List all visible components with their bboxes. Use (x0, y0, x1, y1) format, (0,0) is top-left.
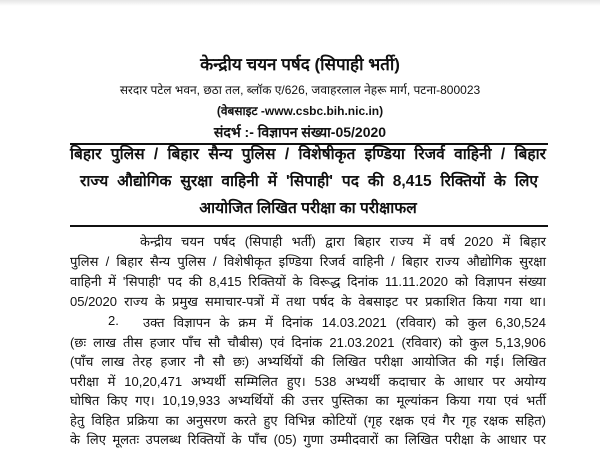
paragraph-line: वाहिनी में 'सिपाही' पद की 8,415 रिक्तियों के विरूद्ध दिनांक 11.11.2020 को विज्ञापन संख्या (70, 274, 546, 289)
heading-line: बिहार पुलिस / बिहार सैन्य पुलिस / विशेषीकृत इण्डिया रिजर्व वाहिनी / बिहार (70, 146, 546, 163)
paragraph-line: घोषित किए गए। 10,19,933 अभ्यर्थियों की उत्तर पुस्तिका का मूल्यांकन किया गया एवं भर्ती (70, 393, 546, 408)
reference-number: संदर्भ :- विज्ञापन संख्या-05/2020 (213, 124, 387, 140)
paragraph-line: 05/2020 राज्य के प्रमुख समाचार-पत्रों में तथा पर्षद के वेबसाइट पर प्रकाशित किया गया था। (70, 294, 546, 309)
paragraph-line: हेतु विहित प्रक्रिया का अनुसरण करते हुए विभिन्न कोटियों (गृह रक्षक एवं गैर गृह रक्षक सहित) (70, 413, 546, 428)
paragraph-line: के लिए मूलतः उपलब्ध रिक्तियों के पाँच (05) गुणा उम्मीदवारों का लिखित परीक्षा के आधार पर (70, 432, 546, 447)
paragraph-line: पुलिस / बिहार सैन्य पुलिस / विशेषीकृत इण्डिया रिजर्व वाहिनी / बिहार राज्य औद्योगिक सुरक्षा (70, 254, 546, 269)
org-address: सरदार पटेल भवन, छठा तल, ब्लॉक ए/626, जवाहरलाल नेहरू मार्ग, पटना-800023 (119, 83, 481, 97)
paragraph-line: (पाँच लाख तेरह हजार नौ सौ छः) अभ्यर्थियों की लिखित परीक्षा आयोजित की गई। लिखित (70, 354, 546, 369)
top-edge (0, 0, 600, 6)
heading-line: राज्य औद्योगिक सुरक्षा वाहिनी में 'सिपाही' पद की 8,415 रिक्तियों के लिए (80, 173, 538, 190)
paragraph-number: 2. (108, 313, 119, 328)
org-website: (वेबसाइट -www.csbc.bih.nic.in) (216, 104, 384, 118)
org-title: केन्द्रीय चयन पर्षद (सिपाही भर्ती) (200, 55, 400, 74)
heading-line: आयोजित लिखित परीक्षा का परीक्षाफल (199, 200, 417, 217)
paragraph-line: (छः लाख तीस हजार पाँच सौ चौबीस) एवं दिनांक 21.03.2021 (रविवार) को कुल 5,13,906 (70, 335, 546, 350)
paragraph-line: परीक्षा में 10,20,471 अभ्यर्थी सम्मिलित हुए। 538 अभ्यर्थी कदाचार के आधार पर अयोग्य (70, 374, 546, 389)
paragraph-line: केन्द्रीय चयन पर्षद (सिपाही भर्ती) द्वारा बिहार राज्य में वर्ष 2020 में बिहार (140, 234, 546, 249)
paragraph-line: उक्त विज्ञापन के क्रम में दिनांक 14.03.2021 (रविवार) को कुल 6,30,524 (143, 315, 546, 330)
divider (70, 225, 548, 227)
